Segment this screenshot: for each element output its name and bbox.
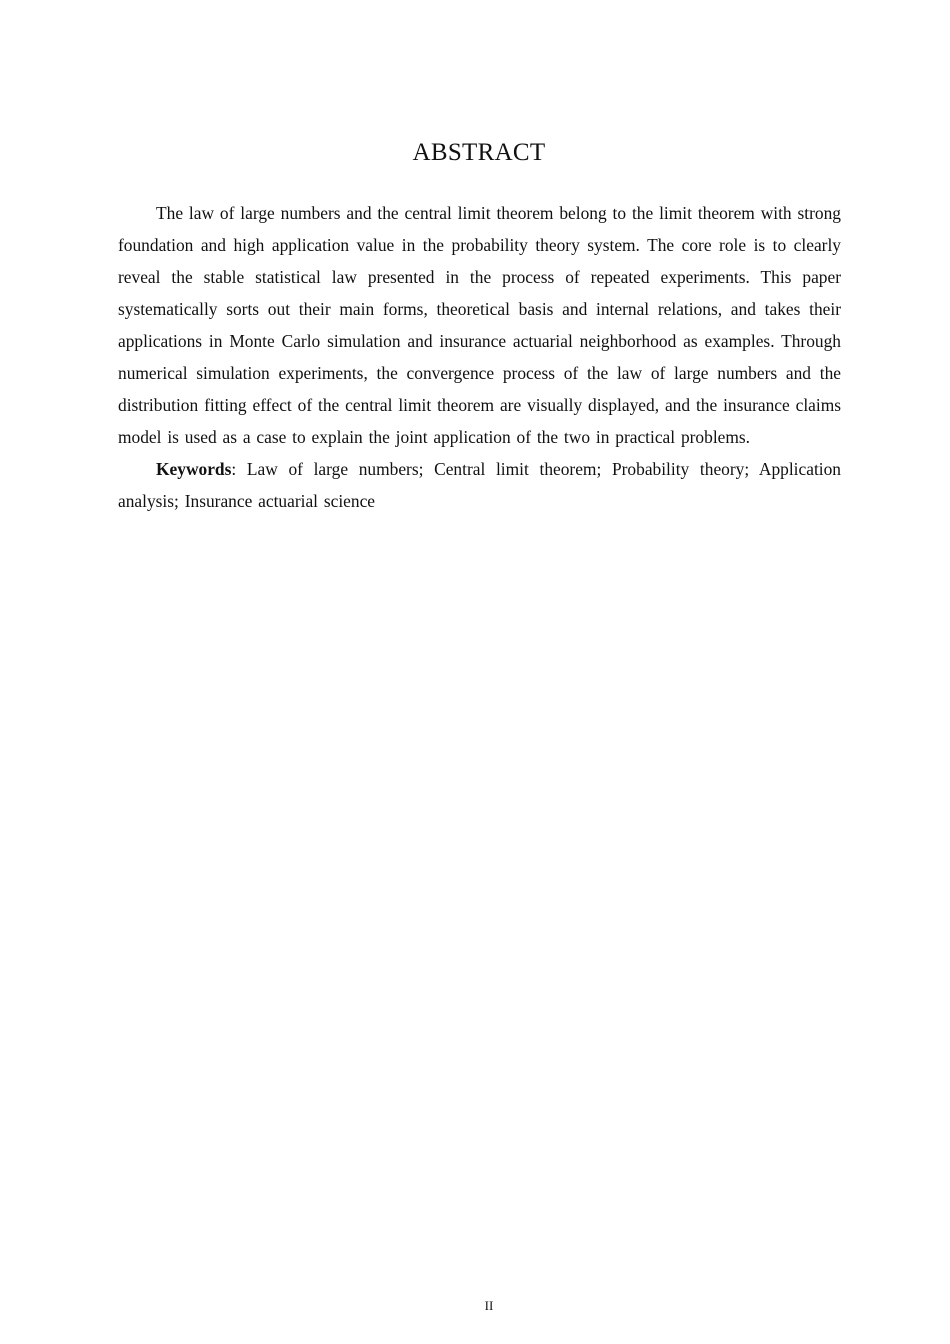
keywords-text: Law of large numbers; Central limit theorem; Probability theory; Application analysis; Insurance actuarial science <box>118 459 841 511</box>
keywords-line <box>118 453 841 517</box>
page-number: II <box>484 1298 494 1313</box>
keywords-separator: : <box>231 459 237 479</box>
abstract-body <box>118 197 841 517</box>
keywords-label: Keywords <box>156 459 232 479</box>
abstract-heading: ABSTRACT <box>412 139 546 166</box>
abstract-paragraph: The law of large numbers and the central limit theorem belong to the limit theorem with strong foundation and high application value in the probability theory system. The core role is to clearly reveal the stable statistical law presented in the process of repeated experiments. This paper systematically sorts out their main forms, theoretical basis and internal relations, and takes their applications in Monte Carlo simulation and insurance actuarial neighborhood as examples. Through numerical simulation experiments, the convergence process of the law of large numbers and the distribution fitting effect of the central limit theorem are visually displayed, and the insurance claims model is used as a case to explain the joint application of the two in practical problems. <box>118 203 841 447</box>
